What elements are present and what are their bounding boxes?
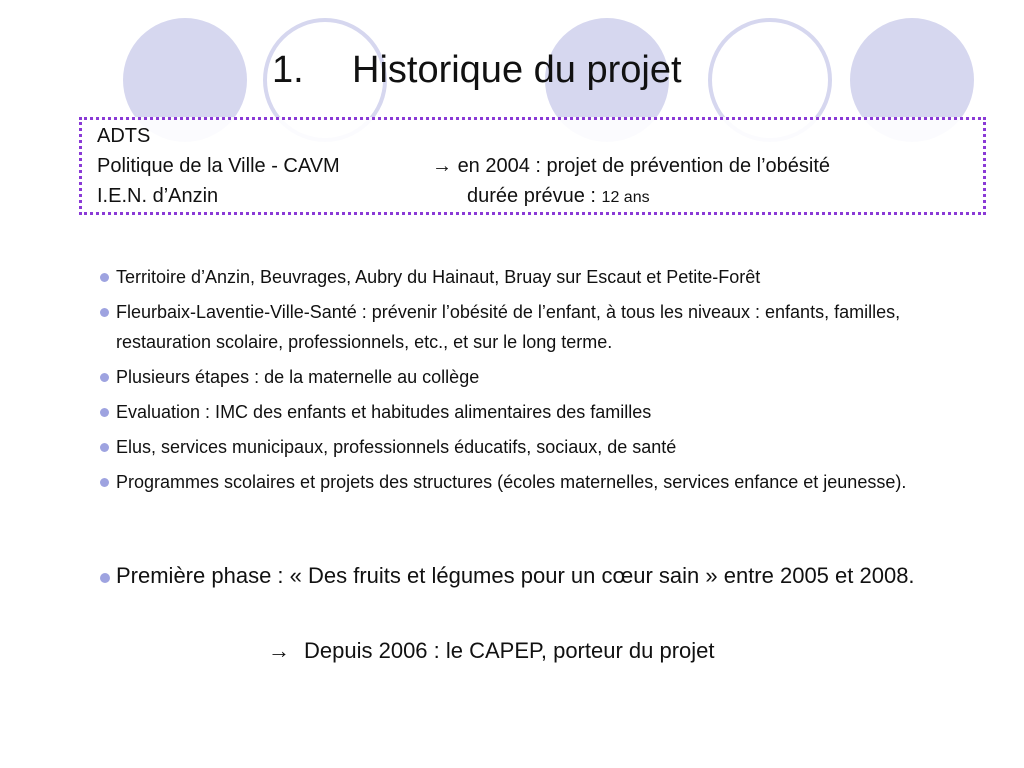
title-number: 1. [272, 49, 304, 91]
adts-politique: Politique de la Ville - CAVM [97, 155, 340, 177]
list-item-text: Programmes scolaires et projets des structures (écoles maternelles, services enfance et jeunesse). [116, 472, 907, 492]
adts-duration-label: durée prévue : [467, 185, 596, 207]
list-item-text: Evaluation : IMC des enfants et habitudes alimentaires des familles [116, 402, 652, 422]
list-item [100, 262, 970, 292]
list-item [100, 432, 970, 462]
list-item [100, 397, 970, 427]
list-item-text: Territoire d’Anzin, Beuvrages, Aubry du Hainaut, Bruay sur Escaut et Petite-Forêt [116, 267, 761, 287]
adts-line-2 [97, 151, 983, 181]
adts-2004-text: en 2004 : projet de prévention de l’obésité [457, 155, 831, 177]
adts-ien: I.E.N. d’Anzin [97, 185, 219, 207]
since-2006-text: Depuis 2006 : le CAPEP, porteur du projet [304, 638, 715, 663]
bullet-icon [100, 478, 109, 487]
bullet-icon [100, 408, 109, 417]
bullet-icon [100, 308, 109, 317]
list-item [100, 297, 970, 357]
bullet-list [100, 262, 970, 502]
adts-line-1 [97, 121, 983, 151]
bullet-icon [100, 573, 110, 583]
page-title [272, 44, 682, 96]
bullet-icon [100, 273, 109, 282]
adts-label: ADTS [97, 125, 151, 147]
adts-2004-statement [432, 151, 830, 181]
first-phase-text: Première phase : « Des fruits et légumes pour un cœur sain » entre 2005 et 2008. [116, 563, 915, 588]
since-2006 [268, 634, 715, 668]
title-text: Historique du projet [352, 49, 682, 91]
adts-box [79, 117, 986, 215]
list-item-text: Plusieurs étapes : de la maternelle au collège [116, 367, 480, 387]
arrow-right-icon: → [268, 638, 290, 663]
adts-duration [467, 181, 650, 213]
list-item [100, 362, 970, 392]
arrow-right-icon: → [432, 155, 452, 177]
bullet-icon [100, 443, 109, 452]
list-item-text: Elus, services municipaux, professionnels éducatifs, sociaux, de santé [116, 437, 677, 457]
adts-duration-value: 12 ans [601, 189, 650, 206]
list-item [100, 467, 970, 497]
bullet-icon [100, 373, 109, 382]
adts-line-3 [97, 181, 983, 211]
list-item-text: Fleurbaix-Laventie-Ville-Santé : prévenir l’obésité de l’enfant, à tous les niveaux : enfants, familles, restauration scolaire, professionnels, etc., et sur le long terme. [116, 302, 901, 352]
first-phase [100, 560, 976, 592]
